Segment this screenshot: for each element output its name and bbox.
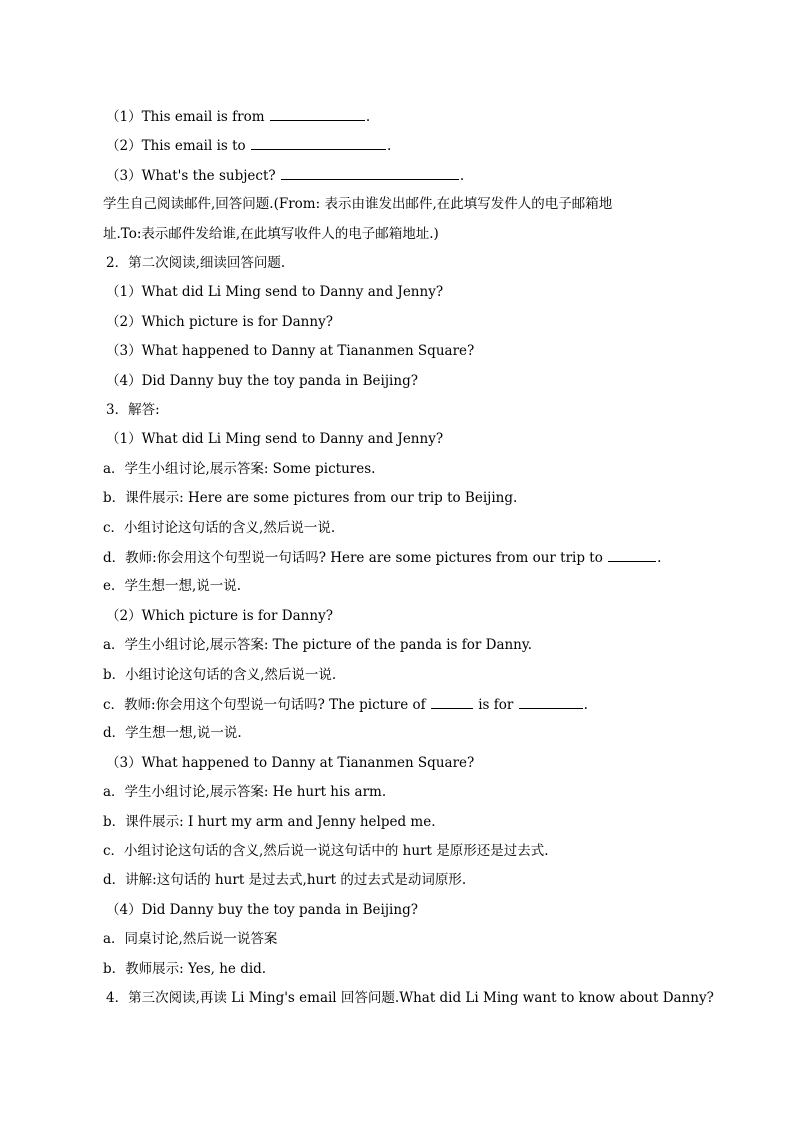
text-line <box>103 576 241 596</box>
line-text: 学生自己阅读邮件,回答问题.(From: 表示由谁发出邮件,在此填写发件人的电子邮箱地 <box>103 196 613 213</box>
line-text: d．教师:你会用这个句型说一句话吗? Here are some pictures from our trip to <box>103 550 608 566</box>
line-text: a．学生小组讨论,展示答案: The picture of the panda is for Danny. <box>103 637 533 654</box>
text-line <box>103 635 532 655</box>
line-text: b．小组讨论这句话的含义,然后说一说. <box>103 666 337 683</box>
text-line <box>103 224 439 244</box>
line-text: b．教师展示: Yes, he did. <box>103 960 267 977</box>
line-text: 址.To:表示邮件发给谁,在此填写收件人的电子邮箱地址.) <box>103 225 439 242</box>
line-text: 3．解答: <box>106 402 160 418</box>
text-line <box>103 959 266 979</box>
line-text-end: . <box>459 167 465 184</box>
line-text: （1）What did Li Ming send to Danny and Jenny? <box>106 284 444 301</box>
fill-in-blank <box>251 135 386 150</box>
line-text: a．学生小组讨论,展示答案: Some pictures. <box>103 460 376 477</box>
text-line <box>106 135 391 155</box>
text-line <box>103 723 242 743</box>
line-text: （3）What's the subject? <box>106 167 280 184</box>
line-text: e．学生想一想,说一说. <box>103 578 242 595</box>
text-line <box>103 194 612 214</box>
line-text-end: . <box>386 138 392 155</box>
text-line <box>103 547 661 567</box>
line-text: （3）What happened to Danny at Tiananmen Square? <box>106 754 475 771</box>
text-line <box>103 459 375 479</box>
line-text: （4）Did Danny buy the toy panda in Beijing? <box>106 372 418 389</box>
text-line <box>106 606 333 626</box>
text-line <box>103 841 549 861</box>
text-line <box>106 341 474 361</box>
text-line <box>106 282 443 302</box>
fill-in-blank <box>431 694 473 709</box>
text-line <box>106 900 418 920</box>
line-text: 2．第二次阅读,细读回答问题. <box>106 255 286 271</box>
fill-in-blank <box>519 694 583 709</box>
line-text: （2）This email is to <box>106 138 250 155</box>
text-line <box>106 165 464 185</box>
line-text-end: . <box>657 550 662 566</box>
text-line <box>103 665 336 685</box>
fill-in-blank <box>270 106 365 121</box>
line-text-end: . <box>583 697 588 713</box>
line-text: （1）What did Li Ming send to Danny and Jenny? <box>106 431 444 448</box>
text-line <box>106 400 160 420</box>
line-text: a．同桌讨论,然后说一说答案 <box>103 931 278 948</box>
text-line <box>106 371 418 391</box>
fill-in-blank <box>281 165 459 180</box>
line-text: b．课件展示: I hurt my arm and Jenny helped me. <box>103 813 436 830</box>
text-line <box>106 753 474 773</box>
text-line <box>103 870 466 890</box>
text-line <box>103 782 386 802</box>
line-text-mid: is for <box>473 697 518 713</box>
line-text: c．教师:你会用这个句型说一句话吗? The picture of <box>103 697 430 713</box>
fill-in-blank <box>608 547 656 562</box>
text-line <box>103 694 588 714</box>
text-line <box>103 518 335 538</box>
line-text: b．课件展示: Here are some pictures from our trip to Beijing. <box>103 490 518 507</box>
line-text: d．讲解:这句话的 hurt 是过去式,hurt 的过去式是动词原形. <box>103 872 467 889</box>
text-line <box>106 312 333 332</box>
line-text: d．学生想一想,说一说. <box>103 725 242 742</box>
line-text-end: . <box>365 109 371 125</box>
line-text: 4．第三次阅读,再读 Li Ming's email 回答问题.What did Li Ming want to know about Danny? <box>106 990 714 1006</box>
line-text: （3）What happened to Danny at Tiananmen Square? <box>106 343 475 360</box>
text-line <box>103 812 436 832</box>
text-line <box>106 106 370 126</box>
line-text: （2）Which picture is for Danny? <box>106 607 333 624</box>
line-text: c．小组讨论这句话的含义,然后说一说. <box>103 519 336 536</box>
line-text: c．小组讨论这句话的含义,然后说一说这句话中的 hurt 是原形还是过去式. <box>103 843 549 859</box>
line-text: （2）Which picture is for Danny? <box>106 313 333 330</box>
text-line <box>103 929 277 949</box>
line-text: （1）This email is from <box>106 109 269 125</box>
text-line <box>106 429 443 449</box>
text-line <box>103 488 517 508</box>
line-text: （4）Did Danny buy the toy panda in Beijing? <box>106 901 418 918</box>
text-line <box>106 988 714 1008</box>
text-line <box>106 253 285 273</box>
line-text: a．学生小组讨论,展示答案: He hurt his arm. <box>103 784 387 801</box>
